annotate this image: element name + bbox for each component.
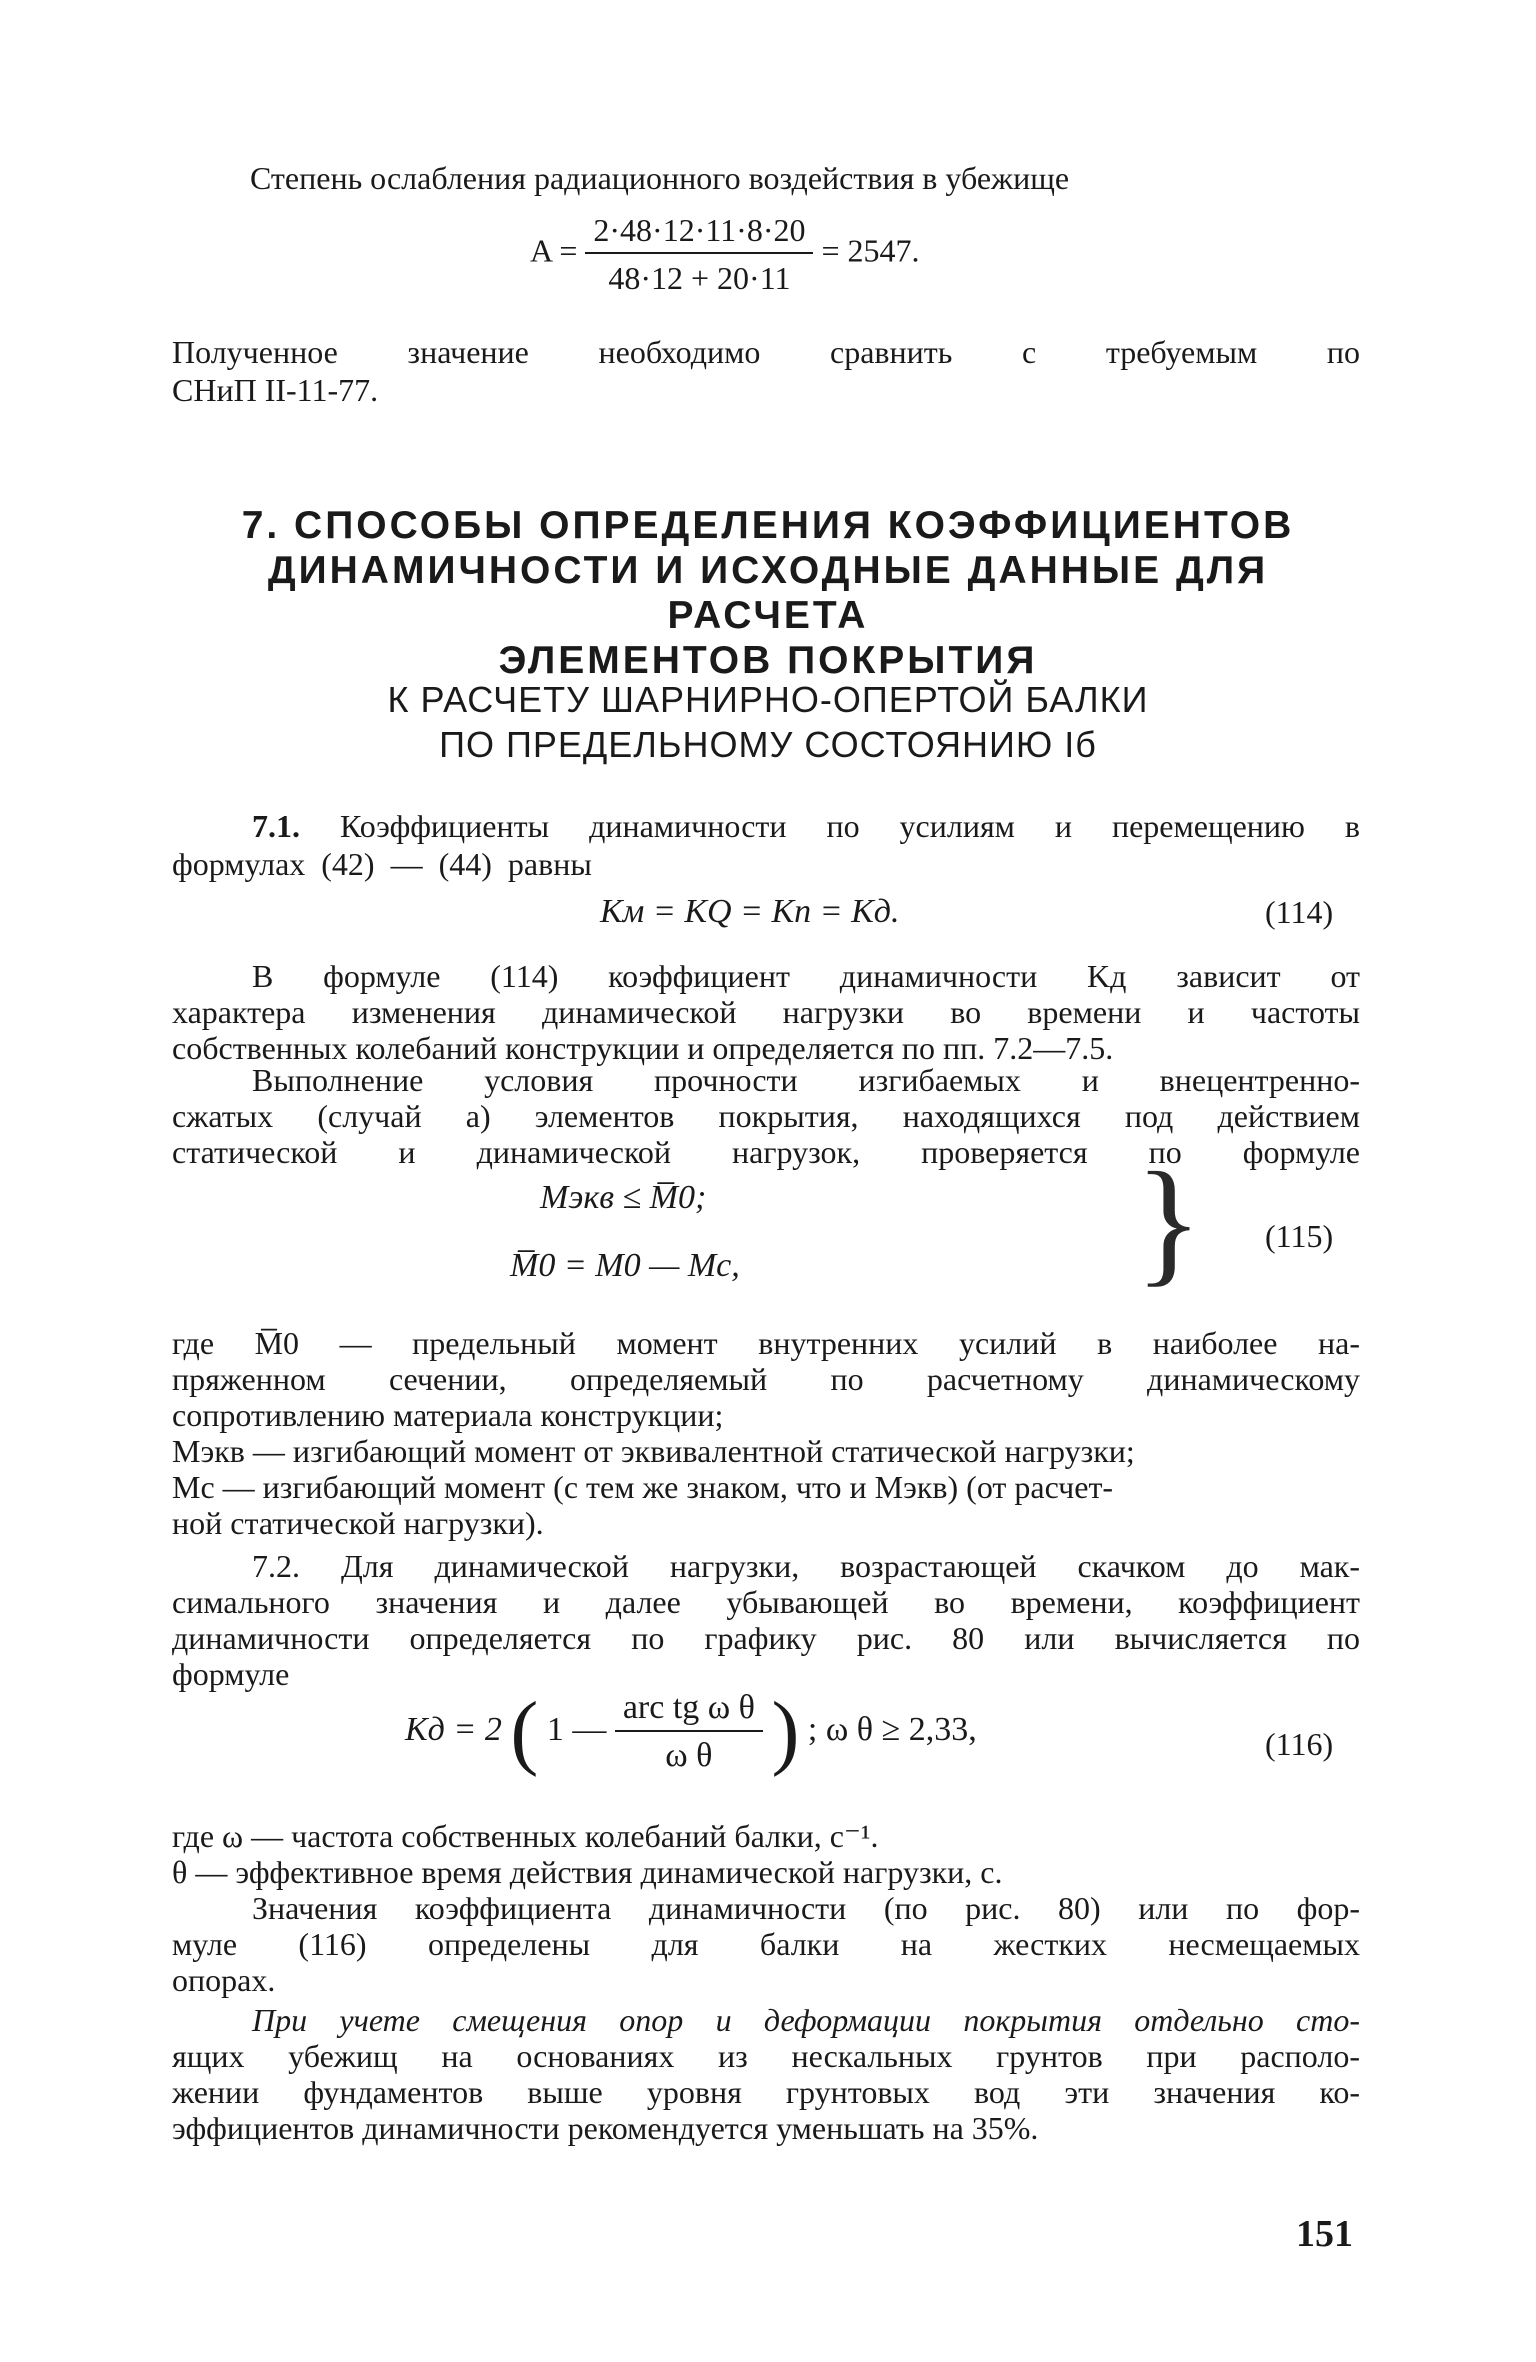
paragraph-7-1-line1 — [252, 808, 1360, 844]
equation-116-one-minus: 1 — — [546, 1710, 607, 1748]
section-title-line: ДИНАМИЧНОСТИ И ИСХОДНЫЕ ДАННЫЕ ДЛЯ РАСЧЕТА — [267, 549, 1269, 637]
paren-close: ) — [771, 1685, 800, 1778]
equation-number-116: (116) — [1265, 1726, 1334, 1762]
brace-symbol: } — [1135, 1144, 1203, 1299]
equation-116-lhs: Kд = 2 — [405, 1710, 502, 1748]
equation-116-condition: ; ω θ ≥ 2,33, — [807, 1710, 977, 1748]
equation-116 — [405, 1685, 1225, 1778]
section-subtitle-line: К РАСЧЕТУ ШАРНИРНО-ОПЕРТОЙ БАЛКИ — [387, 679, 1149, 720]
paragraph-7-2 — [172, 1548, 1360, 1692]
text-line: При учете смещения опор и деформации покрытия отдельно сто- — [252, 2002, 1360, 2038]
text-line: собственных колебаний конструкции и определяется по пп. 7.2—7.5. — [172, 1030, 1114, 1066]
formula-lhs: A = — [530, 232, 578, 269]
paragraph-number: 7.1. — [252, 808, 300, 844]
definitions-116 — [172, 1818, 1360, 1890]
formula-rhs: = 2547. — [821, 232, 920, 269]
text-line: В формуле (114) коэффициент динамичности Kд зависит от — [252, 958, 1360, 994]
text-line: пряженном сечении, определяемый по расчетному динамическому — [172, 1361, 1360, 1397]
text-line: 7.2. Для динамической нагрузки, возрастающей скачком до мак- — [252, 1548, 1360, 1584]
equation-number-114: (114) — [1265, 894, 1334, 930]
intro-paragraph-line2: СНиП II-11-77. — [172, 372, 379, 408]
text-line: Mэкв — изгибающий момент от эквивалентной статической нагрузки; — [172, 1433, 1135, 1469]
paragraph-7-1-line2: формулах (42) — (44) равны — [172, 846, 592, 882]
paragraph-recommendation — [172, 2002, 1360, 2146]
text-line: Значения коэффициента динамичности (по рис. 80) или по фор- — [252, 1890, 1360, 1926]
page-number: 151 — [1296, 2213, 1353, 2255]
text-line: ящих убежищ на основаниях из нескальных грунтов при располо- — [172, 2038, 1360, 2074]
text-line: жении фундаментов выше уровня грунтовых вод эти значения ко- — [172, 2074, 1360, 2110]
text-line: симального значения и далее убывающей во времени, коэффициент — [172, 1584, 1360, 1620]
word: значение — [407, 334, 529, 370]
section-title-line: ЭЛЕМЕНТОВ ПОКРЫТИЯ — [498, 639, 1038, 682]
text-line: статической и динамической нагрузок, проверяется по формуле — [172, 1134, 1360, 1170]
definitions-115 — [172, 1325, 1360, 1541]
text-line: сжатых (случай а) элементов покрытия, находящихся под действием — [172, 1098, 1360, 1134]
word: сравнить — [830, 334, 953, 370]
equation-115-line2: M̅0 = M0 — Mc, — [510, 1247, 740, 1284]
word: Полученное — [172, 334, 338, 370]
text-line: ной статической нагрузки). — [172, 1505, 544, 1541]
text-line: эффициентов динамичности рекомендуется уменьшать на 35%. — [172, 2110, 1039, 2146]
word: по — [1326, 334, 1360, 370]
equation-116-numerator: arc tg ω θ — [622, 1689, 755, 1726]
word: требуемым — [1105, 334, 1258, 370]
paragraph-coefficient-values — [172, 1890, 1360, 1998]
equation-114: Kм = KQ = Kп = Kд. — [600, 893, 900, 930]
section-subtitle-line: ПО ПРЕДЕЛЬНОМУ СОСТОЯНИЮ Iб — [439, 724, 1097, 765]
intro-paragraph-line1 — [172, 334, 1360, 370]
section-title-line: 7. СПОСОБЫ ОПРЕДЕЛЕНИЯ КОЭФФИЦИЕНТОВ — [241, 504, 1295, 547]
paragraph-formula-114 — [172, 958, 1360, 1066]
intro-line: Степень ослабления радиационного воздействия в убежище — [250, 160, 1070, 196]
section-title — [200, 503, 1336, 683]
formula-fraction — [585, 212, 813, 296]
text-line: Выполнение условия прочности изгибаемых и внецентренно- — [252, 1062, 1360, 1098]
text-line: характера изменения динамической нагрузки во времени и частоты — [172, 994, 1360, 1030]
text-line: муле (116) определены для балки на жестких несмещаемых — [172, 1926, 1360, 1962]
text-line: динамичности определяется по графику рис. 80 или вычисляется по — [172, 1620, 1360, 1656]
text-line: сопротивлению материала конструкции; — [172, 1397, 724, 1433]
equation-115-line1: Mэкв ≤ M̅0; — [540, 1179, 707, 1216]
text-line: где ω — частота собственных колебаний балки, c⁻¹. — [172, 1818, 879, 1854]
text-line: Mc — изгибающий момент (с тем же знаком, что и Mэкв) (от расчет- — [172, 1469, 1114, 1505]
equation-number-115: (115) — [1265, 1218, 1334, 1254]
section-subtitle — [200, 677, 1336, 767]
word: с — [1021, 334, 1037, 370]
word: необходимо — [598, 334, 761, 370]
equation-116-fraction — [615, 1690, 763, 1774]
formula-attenuation — [530, 212, 1130, 296]
text-line: где M̅0 — предельный момент внутренних усилий в наиболее на- — [172, 1325, 1360, 1361]
paren-open: ( — [510, 1685, 539, 1778]
paragraph-text: Коэффициенты динамичности по усилиям и перемещению в — [339, 808, 1360, 844]
formula-numerator: 2·48·12·11·8·20 — [593, 212, 806, 248]
text-line: опорах. — [172, 1962, 276, 1998]
formula-denominator: 48·12 + 20·11 — [585, 252, 813, 296]
equation-116-denominator: ω θ — [615, 1730, 763, 1774]
text-line: θ — эффективное время действия динамической нагрузки, c. — [172, 1854, 1003, 1890]
text-line: формуле — [172, 1656, 290, 1692]
